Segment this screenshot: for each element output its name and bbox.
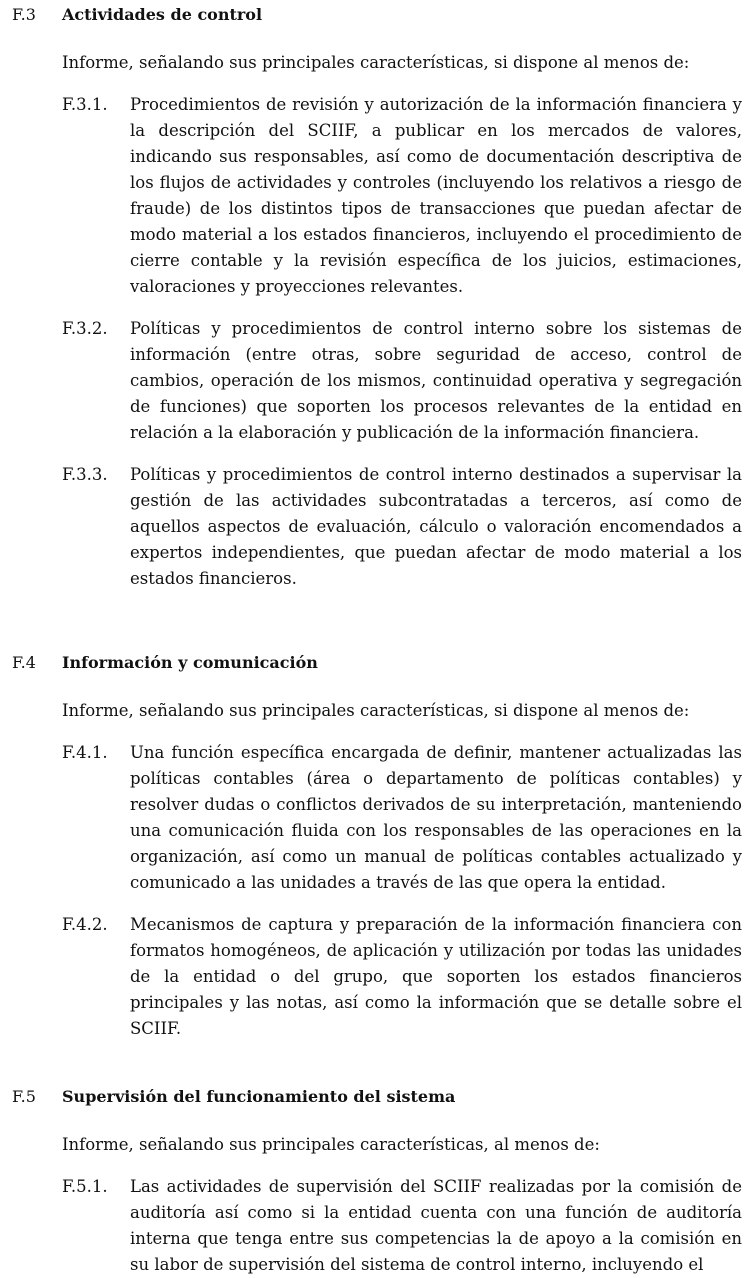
section-heading xyxy=(0,2,750,28)
section-code: F.3 xyxy=(12,5,36,24)
section-title: Supervisión del funcionamiento del sistema xyxy=(62,1087,456,1106)
item-text: Una función específica encargada de definir, mantener actualizadas las políticas contables (área o departamento de políticas contables) y resolver dudas o conflictos derivados de su interpretación, manteniendo una comunicación fluida con los responsables de las operaciones en la organización, así como un manual de políticas contables actualizado y comunicado a las unidades a través de las que opera la entidad. xyxy=(130,743,742,892)
section-intro: Informe, señalando sus principales características, si dispone al menos de: xyxy=(62,53,690,72)
item-code: F.3.1. xyxy=(62,95,108,114)
section-intro: Informe, señalando sus principales características, si dispone al menos de: xyxy=(62,701,690,720)
section-f5 xyxy=(0,1084,750,1278)
item-code: F.3.2. xyxy=(62,319,108,338)
item-text: Mecanismos de captura y preparación de la información financiera con formatos homogéneos, de aplicación y utilización por todas las unidades de la entidad o del grupo, que soporten los estados financieros principales y las notas, así como la información que se detalle sobre el SCIIF. xyxy=(130,915,742,1038)
item-text: Procedimientos de revisión y autorización de la información financiera y la descripción del SCIIF, a publicar en los mercados de valores, indicando sus responsables, así como de documentación descriptiva de los flujos de actividades y controles (incluyendo los relativos a riesgo de fraude) de los distintos tipos de transacciones que puedan afectar de modo material a los estados financieros, incluyendo el procedimiento de cierre contable y la revisión específica de los juicios, estimaciones, valoraciones y proyecciones relevantes. xyxy=(130,95,742,296)
item-code: F.4.1. xyxy=(62,743,108,762)
item-f4-1 xyxy=(0,740,750,896)
section-title: Información y comunicación xyxy=(62,653,318,672)
item-text: Políticas y procedimientos de control interno destinados a supervisar la gestión de las actividades subcontratadas a terceros, así como de aquellos aspectos de evaluación, cálculo o valoración encomendados a expertos independientes, que puedan afectar de modo material a los estados financieros. xyxy=(130,465,742,588)
section-f4 xyxy=(0,650,750,1042)
section-heading xyxy=(0,1084,750,1110)
item-code: F.3.3. xyxy=(62,465,108,484)
item-text: Las actividades de supervisión del SCIIF realizadas por la comisión de auditoría así como si la entidad cuenta con una función de auditoría interna que tenga entre sus competencias la de apoyo a la comisión en su labor de supervisión del sistema de control interno, incluyendo el xyxy=(130,1177,742,1274)
item-f4-2 xyxy=(0,912,750,1042)
item-f5-1 xyxy=(0,1174,750,1278)
item-code: F.4.2. xyxy=(62,915,108,934)
section-f3 xyxy=(0,2,750,592)
item-f3-3 xyxy=(0,462,750,592)
item-code: F.5.1. xyxy=(62,1177,108,1196)
section-code: F.4 xyxy=(12,653,36,672)
section-heading xyxy=(0,650,750,676)
item-text: Políticas y procedimientos de control interno sobre los sistemas de información (entre otras, sobre seguridad de acceso, control de cambios, operación de los mismos, continuidad operativa y segregación de funciones) que soporten los procesos relevantes de la entidad en relación a la elaboración y publicación de la información financiera. xyxy=(130,319,742,442)
item-f3-2 xyxy=(0,316,750,446)
section-code: F.5 xyxy=(12,1087,36,1106)
section-title: Actividades de control xyxy=(62,5,263,24)
item-f3-1 xyxy=(0,92,750,300)
section-intro: Informe, señalando sus principales características, al menos de: xyxy=(62,1135,600,1154)
